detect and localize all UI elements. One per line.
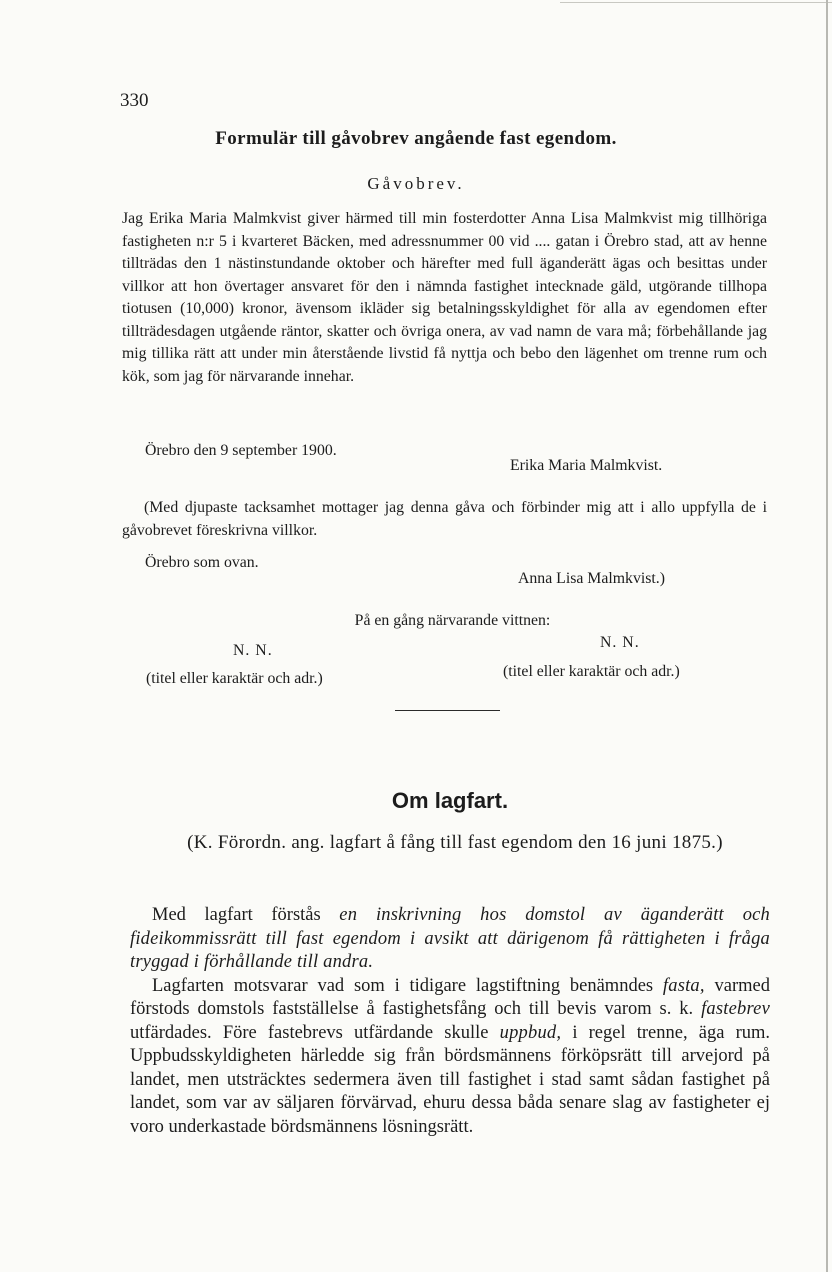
recipient-signature: Anna Lisa Malmkvist.) — [518, 570, 665, 587]
acceptance-text: (Med djupaste tacksamhet mottager jag denna gåva och förbinder mig att i allo uppfylla de i gåvobrevet föreskrivna villkor. — [122, 499, 767, 539]
witness-left-role: (titel eller karaktär och adr.) — [146, 670, 323, 687]
p2-italic-uppbud: uppbud, — [499, 1022, 562, 1043]
p1-intro: Med lagfart förstås — [152, 905, 340, 925]
p2-c: utfärdades. Före fastebrevs utfärdande skulle — [130, 1022, 500, 1043]
witness-heading: På en gång närvarande vittnen: — [354, 612, 551, 629]
deed-heading: Gåvobrev. — [367, 174, 465, 193]
page-number: 330 — [120, 90, 149, 111]
section-divider — [395, 710, 500, 711]
article-paragraph-2 — [130, 975, 770, 1140]
p1-italic: en inskrivning hos domstol av äganderätt och fideikommissrätt till fast egendom i avsikt att därigenom få rättigheten i fråga tryggad i förhållande till andra. — [130, 905, 771, 972]
p2-b: varmed förstods domstols fastställelse å fastighetsfång och till bevis varom s. k. — [130, 975, 770, 1019]
section-article — [130, 904, 770, 1139]
witness-right-name: N. N. — [600, 634, 640, 651]
deed-body: Jag Erika Maria Malmkvist giver härmed till min fosterdotter Anna Lisa Malmkvist mig tillhöriga fastigheten n:r 5 i kvarteret Bäcken, med adressnummer 00 vid .... gatan i Örebro stad, att av henne tillträdas den 1 nästinstundande oktober och härefter med full äganderätt ägas och besittas under villkor att hon övertager ansvaret för den i nämnda fastighet intecknade gäld, utgörande tillhopa tiotusen (10,000) kronor, ävensom ikläder sig betalningsskyldighet för alla av egendomen efter tillträdesdagen utgående räntor, skatter och övriga onera, av vad namn de vara må; förbehållande jag mig tillika rätt att under min återstående livstid få nyttja och bebo den lägenhet om trenne rum och kök, som jag för närvarande innehar. — [122, 210, 767, 385]
acceptance-place: Örebro som ovan. — [145, 554, 259, 571]
deed-place-date: Örebro den 9 september 1900. — [145, 442, 337, 459]
section-reference: (K. Förordn. ang. lagfart å fång till fast egendom den 16 juni 1875.) — [187, 832, 723, 853]
p2-a: Lagfarten motsvarar vad som i tidigare lagstiftning benämndes — [152, 975, 663, 996]
p2-italic-fasta: fasta, — [662, 975, 705, 996]
donor-signature: Erika Maria Malmkvist. — [510, 457, 663, 474]
witness-left-name: N. N. — [233, 642, 273, 659]
page-title: Formulär till gåvobrev angående fast egendom. — [215, 128, 617, 149]
section-title: Om lagfart. — [391, 788, 509, 813]
article-paragraph-1 — [130, 904, 770, 975]
witness-right-role: (titel eller karaktär och adr.) — [503, 663, 680, 680]
scan-edge-top — [560, 2, 832, 3]
p2-d: i regel trenne, äga rum. Uppbudsskyldigheten härledde sig från bördsmännens förköpsrätt till arvejord på landet, men utsträcktes sedermera även till fastighet i stad samt sådan fastighet på landet, som var av säljaren förvärvad, ehuru dessa båda senare slag av fastigheter ej voro underkastade bördsmännens lösningsrätt. — [130, 1022, 771, 1137]
p2-italic-fastebrev: fastebrev — [701, 999, 770, 1019]
